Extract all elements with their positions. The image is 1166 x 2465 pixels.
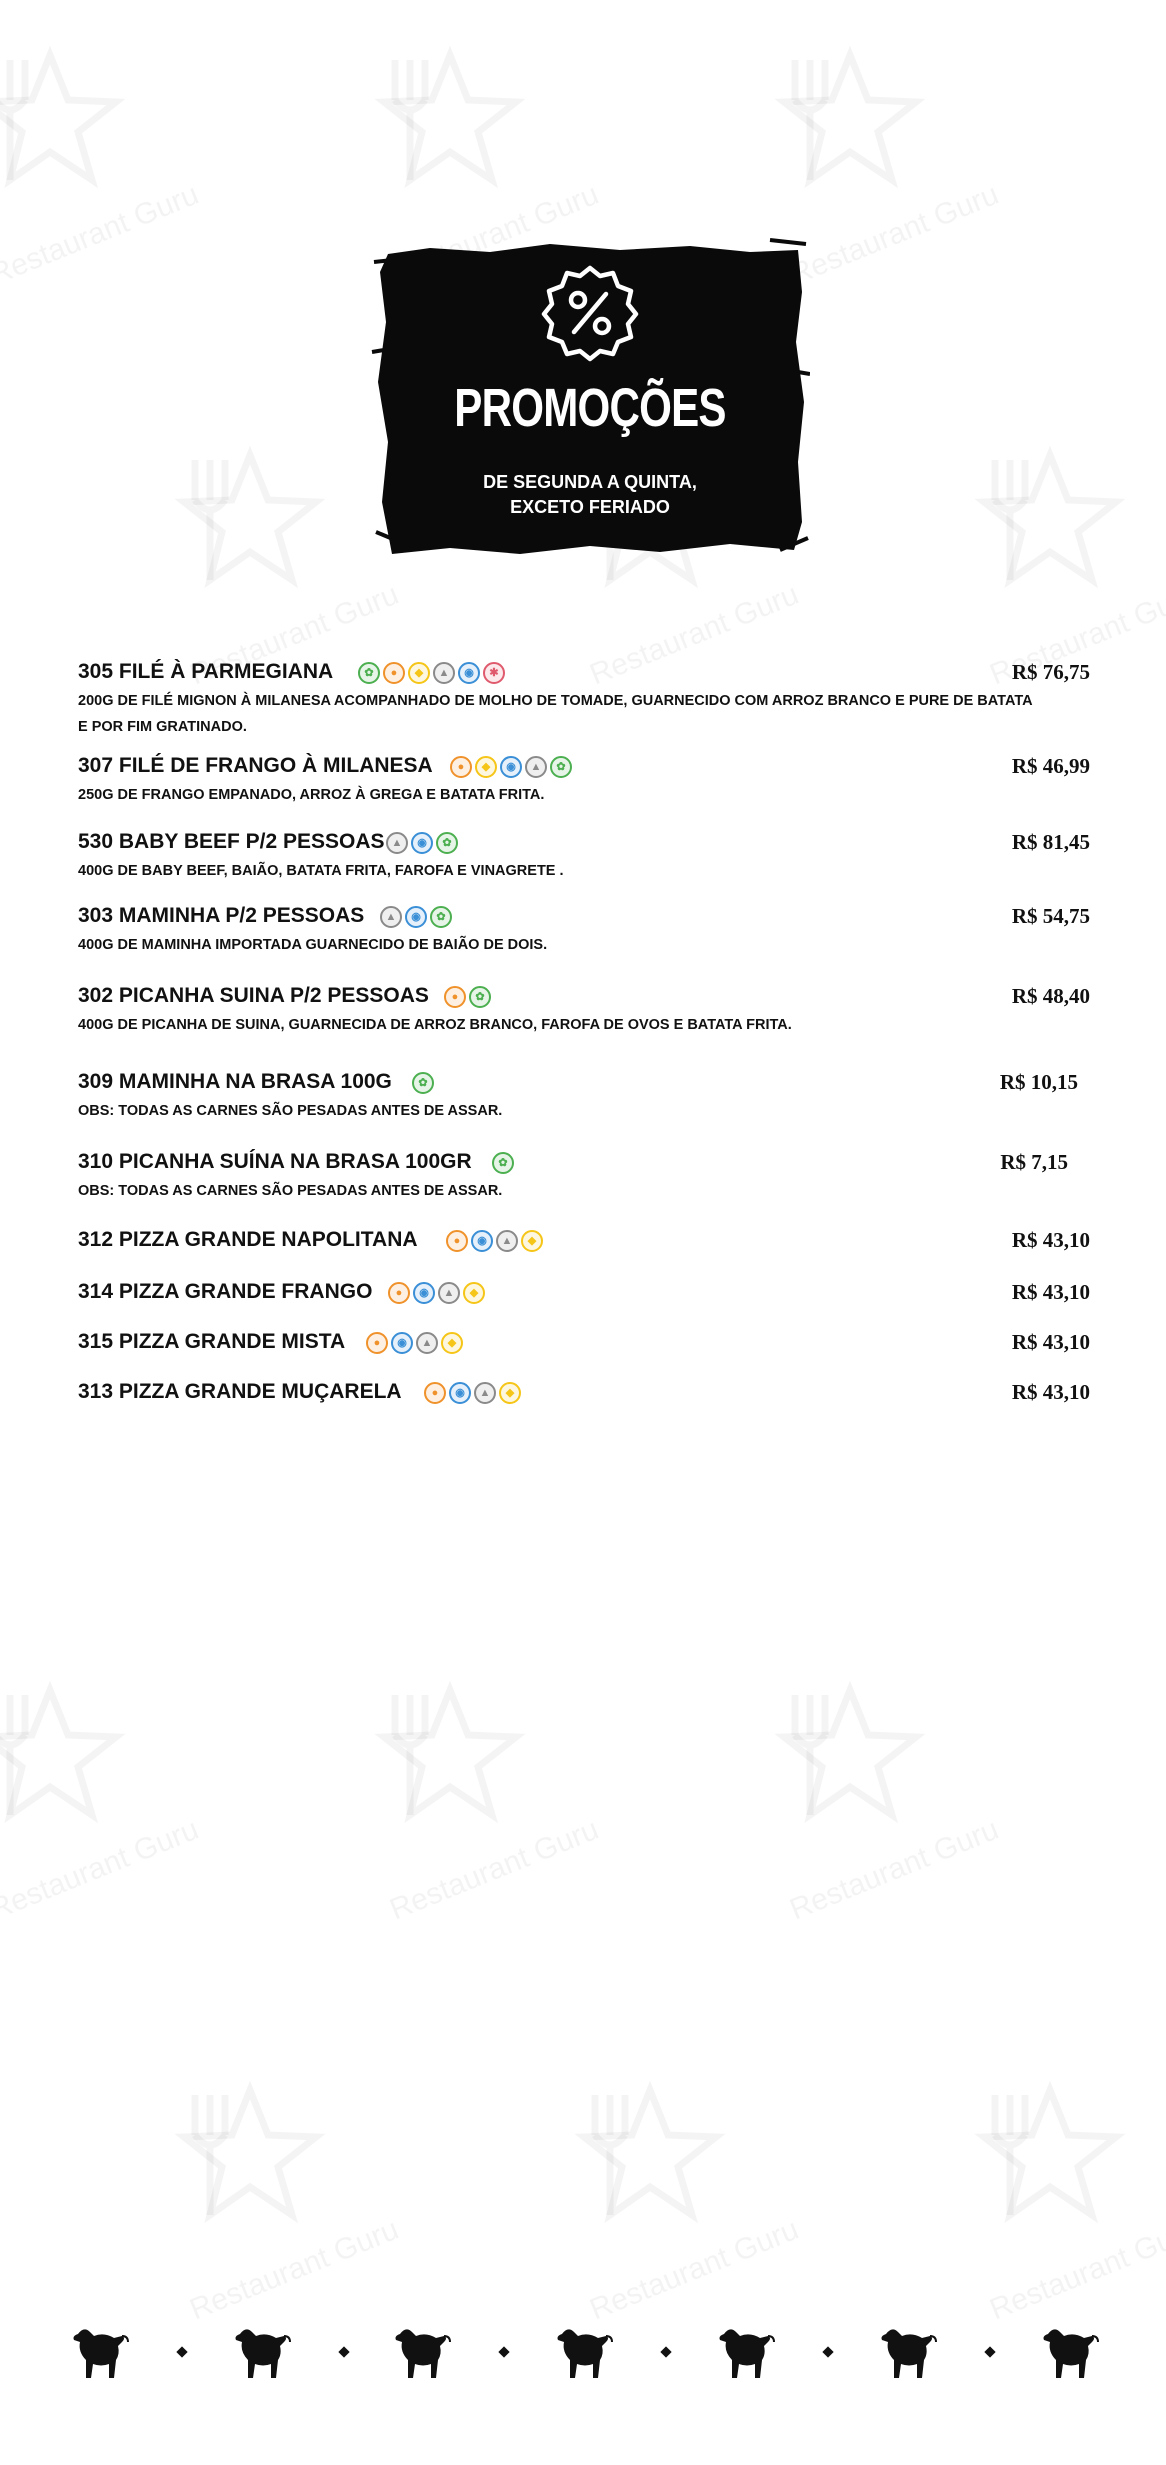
blue-allergen-icon: ◉ [500,756,522,778]
gray-allergen-icon: ▲ [433,662,455,684]
green-allergen-icon: ✿ [412,1072,434,1094]
item-name: 302 PICANHA SUINA P/2 PESSOAS [78,984,429,1007]
gray-allergen-icon: ▲ [525,756,547,778]
item-description: 200G DE FILÉ MIGNON À MILANESA ACOMPANHADO DE MOLHO DE TOMADE, GUARNECIDO COM ARROZ BRANCO E PURE DE BATATA E POR FIM GRATINADO. [78,693,1033,735]
footer-bull-border [70,2320,1100,2390]
yellow-allergen-icon: ◆ [521,1230,543,1252]
menu-item [78,904,1090,958]
allergen-badges [388,1282,485,1304]
item-name: 309 MAMINHA NA BRASA 100G [78,1070,392,1093]
allergen-badges [358,662,505,684]
bull-silhouette-icon [878,2320,938,2384]
menu-item [78,754,1090,808]
yellow-allergen-icon: ◆ [475,756,497,778]
gray-allergen-icon: ▲ [496,1230,518,1252]
item-name: 313 PIZZA GRANDE MUÇARELA [78,1380,402,1403]
bull-silhouette-icon [392,2320,452,2384]
green-allergen-icon: ✿ [358,662,380,684]
blue-allergen-icon: ◉ [471,1230,493,1252]
promotions-subtitle-line1: DE SEGUNDA A QUINTA, [483,472,697,492]
yellow-allergen-icon: ◆ [463,1282,485,1304]
menu-item [78,1150,1090,1204]
gray-allergen-icon: ▲ [386,832,408,854]
promotions-subtitle-line2: EXCETO FERIADO [510,497,670,517]
diamond-dot-icon [498,2346,509,2357]
menu-item [78,984,1090,1038]
item-price: R$ 10,15 [999,1070,1078,1094]
blue-allergen-icon: ◉ [458,662,480,684]
yellow-allergen-icon: ◆ [441,1332,463,1354]
item-price: R$ 48,40 [1011,984,1090,1008]
allergen-badges [412,1072,434,1094]
menu-item [78,660,1090,740]
green-allergen-icon: ✿ [550,756,572,778]
blue-allergen-icon: ◉ [405,906,427,928]
gray-allergen-icon: ▲ [438,1282,460,1304]
diamond-dot-icon [176,2346,187,2357]
allergen-badges [366,1332,463,1354]
gray-allergen-icon: ▲ [474,1382,496,1404]
percent-badge-icon [540,262,640,362]
item-name: 310 PICANHA SUÍNA NA BRASA 100GR [78,1150,472,1173]
orange-allergen-icon: ● [383,662,405,684]
orange-allergen-icon: ● [366,1332,388,1354]
item-name: 315 PIZZA GRANDE MISTA [78,1330,346,1353]
menu-item [78,1228,1090,1258]
item-price: R$ 7,15 [1000,1150,1068,1174]
green-allergen-icon: ✿ [430,906,452,928]
orange-allergen-icon: ● [450,756,472,778]
item-name: 305 FILÉ À PARMEGIANA [78,660,334,683]
allergen-badges [444,986,491,1008]
allergen-badges [450,756,572,778]
item-price: R$ 46,99 [1011,754,1090,778]
diamond-dot-icon [984,2346,995,2357]
menu-item [78,1070,1090,1124]
item-price: R$ 81,45 [1011,830,1090,854]
blue-allergen-icon: ◉ [413,1282,435,1304]
gray-allergen-icon: ▲ [416,1332,438,1354]
gray-allergen-icon: ▲ [380,906,402,928]
menu-item [78,830,1090,884]
item-description: 400G DE PICANHA DE SUINA, GUARNECIDA DE ARROZ BRANCO, FAROFA DE OVOS E BATATA FRITA. [78,1017,792,1033]
item-description: OBS: TODAS AS CARNES SÃO PESADAS ANTES DE ASSAR. [78,1183,503,1199]
item-price: R$ 43,10 [1011,1228,1090,1252]
blue-allergen-icon: ◉ [411,832,433,854]
item-name: 303 MAMINHA P/2 PESSOAS [78,904,365,927]
bull-silhouette-icon [1040,2320,1100,2384]
item-description: 250G DE FRANGO EMPANADO, ARROZ À GREGA E BATATA FRITA. [78,787,545,803]
item-price: R$ 54,75 [1011,904,1090,928]
bull-silhouette-icon [232,2320,292,2384]
yellow-allergen-icon: ◆ [408,662,430,684]
bull-silhouette-icon [70,2320,130,2384]
item-description: 400G DE MAMINHA IMPORTADA GUARNECIDO DE BAIÃO DE DOIS. [78,937,548,953]
orange-allergen-icon: ● [444,986,466,1008]
item-price: R$ 43,10 [1011,1380,1090,1404]
menu-item [78,1280,1090,1310]
orange-allergen-icon: ● [388,1282,410,1304]
yellow-allergen-icon: ◆ [499,1382,521,1404]
promotions-title: PROMOÇÕES [454,378,726,438]
allergen-badges [380,906,452,928]
item-name: 312 PIZZA GRANDE NAPOLITANA [78,1228,418,1251]
item-price: R$ 43,10 [1011,1280,1090,1304]
green-allergen-icon: ✿ [492,1152,514,1174]
item-description: 400G DE BABY BEEF, BAIÃO, BATATA FRITA, FAROFA E VINAGRETE . [78,863,564,879]
allergen-badges [386,832,458,854]
bull-silhouette-icon [716,2320,776,2384]
diamond-dot-icon [660,2346,671,2357]
item-name: 307 FILÉ DE FRANGO À MILANESA [78,754,433,777]
item-name: 314 PIZZA GRANDE FRANGO [78,1280,373,1303]
green-allergen-icon: ✿ [436,832,458,854]
green-allergen-icon: ✿ [469,986,491,1008]
blue-allergen-icon: ◉ [449,1382,471,1404]
allergen-badges [492,1152,514,1174]
item-price: R$ 43,10 [1011,1330,1090,1354]
menu-item [78,1330,1090,1360]
promotions-header [370,232,810,562]
diamond-dot-icon [822,2346,833,2357]
item-price: R$ 76,75 [1011,660,1090,684]
menu-item [78,1380,1090,1410]
pink-allergen-icon: ✱ [483,662,505,684]
blue-allergen-icon: ◉ [391,1332,413,1354]
allergen-badges [446,1230,543,1252]
allergen-badges [424,1382,521,1404]
diamond-dot-icon [338,2346,349,2357]
bull-silhouette-icon [554,2320,614,2384]
orange-allergen-icon: ● [424,1382,446,1404]
item-name: 530 BABY BEEF P/2 PESSOAS [78,830,385,853]
item-description: OBS: TODAS AS CARNES SÃO PESADAS ANTES DE ASSAR. [78,1103,503,1119]
orange-allergen-icon: ● [446,1230,468,1252]
